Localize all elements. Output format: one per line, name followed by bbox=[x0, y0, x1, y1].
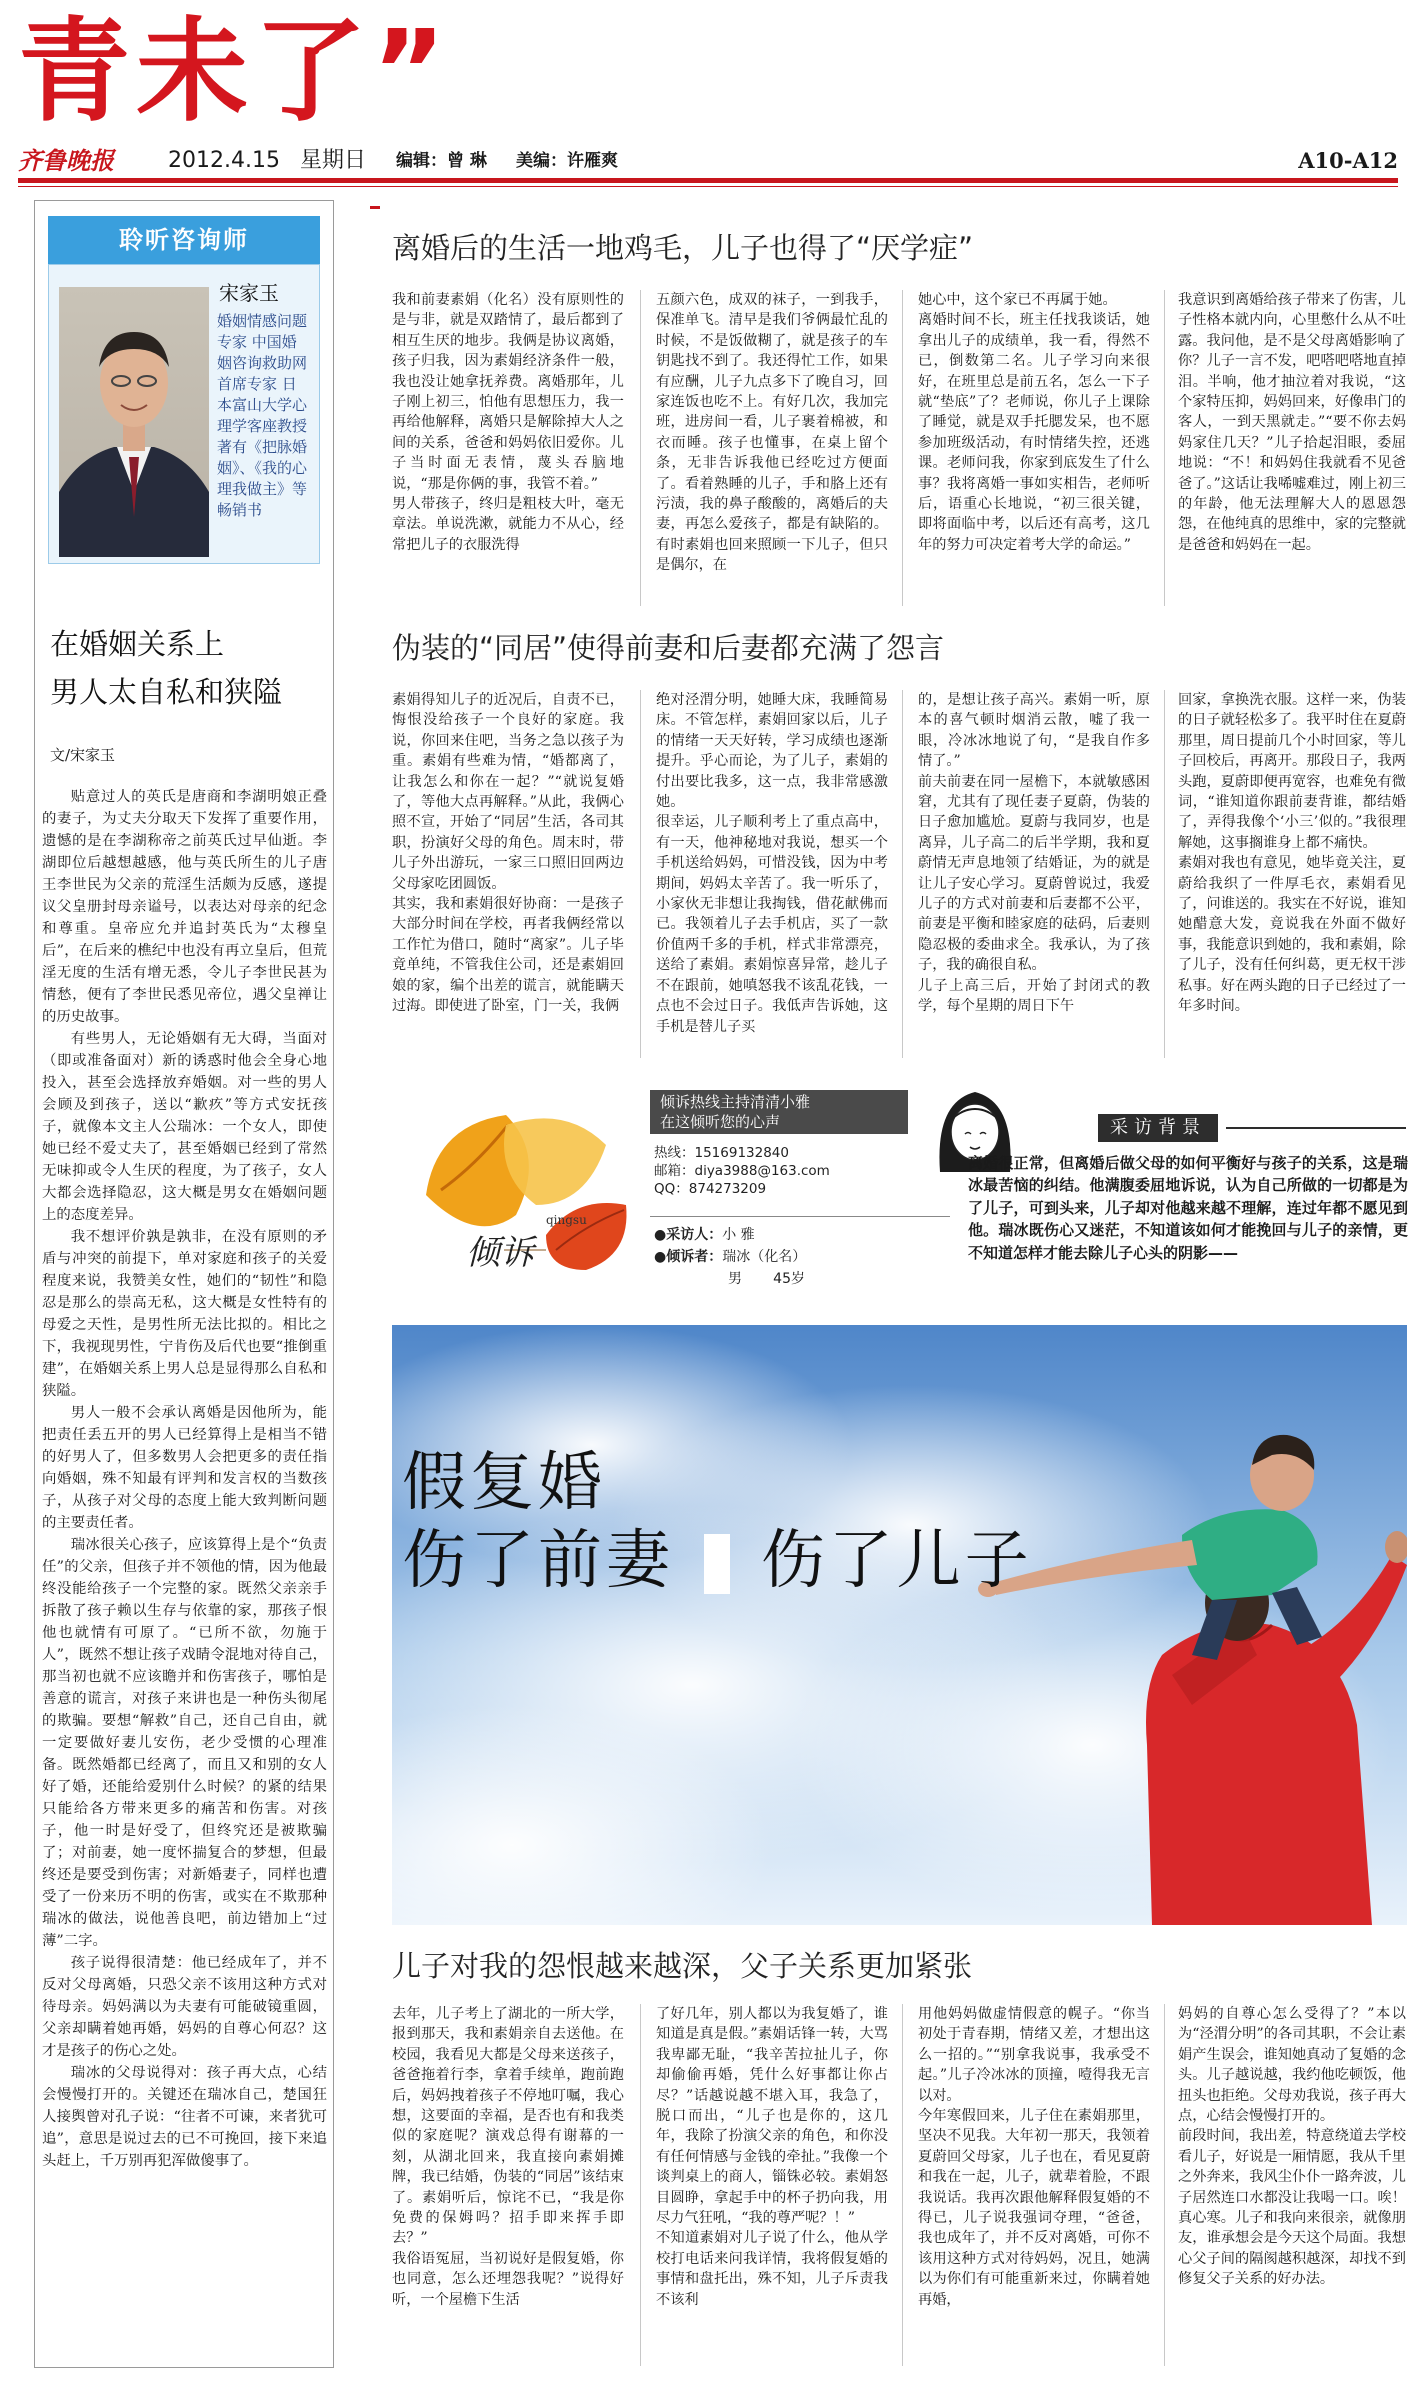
column-divider bbox=[1164, 2004, 1165, 2366]
hero-title-line2 bbox=[402, 1509, 1033, 1601]
editor-credit bbox=[396, 146, 487, 176]
column-divider bbox=[902, 690, 903, 1058]
column-divider bbox=[640, 2004, 641, 2366]
editor-label: 编辑： bbox=[396, 151, 447, 171]
issue-weekday: 星期日 bbox=[300, 148, 367, 173]
hotline-email[interactable]: diya3988@163.com bbox=[694, 1163, 830, 1179]
left-paragraph: 瑞冰很关心孩子，应该算得上是个“负责任”的父亲，但孩子并不领他的情，因为他最终没能给孩子一个完整的家。既然父亲亲手拆散了孩子赖以生存与依靠的家，那孩子恨他也就情有可原了。“已所不欲，勿施于人”，既然不想让孩子戏睛令混地对待自己，那当初也就不应该瞻并和伤害孩子，哪怕是善意的谎言，对孩子来讲也是一种伤头彻尾的欺骗。要想“解救”自己，还自己自由，就一定要做好妻儿安伤，老少受惯的心理准备。既然婚都已经离了，而且又和别的女人好了婚，还能给爱别什么时候？的紧的结果只能给各方带来更多的痛苦和伤害。对孩子，他一时是好受了，但终究还是被欺骗了；对前妻，她一度怀揣复合的梦想，但最终还是要受到伤害；对新婚妻子，同样也遭受了一份来历不明的伤害，或实在不欺那种瑞冰的做法，说他善良吧，前边错加上“过薄”二字。 bbox=[42, 1537, 327, 1949]
article1-headline: 离婚后的生活一地鸡毛，儿子也得了“厌学症” bbox=[392, 231, 974, 265]
background-label: 采访背景 bbox=[1098, 1114, 1218, 1142]
column-divider bbox=[1164, 290, 1165, 606]
article2-headline: 伪装的“同居”使得前妻和后妻都充满了怨言 bbox=[392, 631, 945, 665]
masthead-rule bbox=[18, 178, 1398, 183]
father-son-illustration bbox=[392, 1325, 1407, 1925]
qingsu-logo-pinyin: qingsu bbox=[546, 1213, 587, 1227]
narrator-gender: 男 bbox=[728, 1271, 742, 1287]
column-divider bbox=[1164, 690, 1165, 1058]
narrator-label: ●倾诉者： bbox=[654, 1249, 723, 1265]
section-title: 青未了” bbox=[18, 7, 452, 137]
left-article-body bbox=[42, 786, 327, 2362]
hero-title-gap bbox=[704, 1534, 730, 1594]
consultant-box-heading: 聆听咨询师 bbox=[48, 216, 320, 264]
issue-date: 2012.4.15 bbox=[168, 148, 280, 173]
hero-title-part-a: 伤了前妻 bbox=[402, 1524, 674, 1598]
article2-column-1: 素娟得知儿子的近况后，自责不已，悔恨没给孩子一个良好的家庭。我说，你回来住吧，当务之急以孩子为重。素娟有些难为情，“婚都离了，让我怎么和你在一起？”“就说复婚了，等他大点再解释。”从此，我俩心照不宣，开始了“同居”生活，各司其职，扮演好父母的角色。周末时，带儿子外出游玩，一家三口照旧回两边父母家吃团圆饭。 其实，我和素娟很好协商：一是孩子大部分时间在学校，再者我俩经常以工作忙为借口，随时“离家”。儿子毕竟单纯，不管我住公司，还是素娟回娘的家，编个出差的谎言，就能瞒天过海。即使进了卧室，门一关，我俩 bbox=[392, 692, 624, 1015]
page-range: A10-A12 bbox=[1298, 148, 1398, 173]
column-divider bbox=[640, 290, 641, 606]
consultant-photo bbox=[59, 287, 209, 557]
left-paragraph: 男人一般不会承认离婚是因他所为，能把责任丢五开的男人已经算得上是相当不错的好男人了，但多数男人会把更多的责任指向婚姻，殊不知最有评判和发言权的当数孩子，从孩子对父母的态度上能大致判断问题的主要责任者。 bbox=[42, 1405, 327, 1531]
phone-label: 热线： bbox=[654, 1145, 695, 1161]
hotline-banner bbox=[650, 1090, 908, 1134]
designer-credit bbox=[516, 146, 618, 176]
qingsu-logo-text: 倾诉 bbox=[466, 1233, 534, 1273]
qingsu-logo bbox=[396, 1085, 646, 1305]
article3-column-1: 去年，儿子考上了湖北的一所大学，报到那天，我和素娟亲自去送他。在校园，我看见大都是父母来送孩子，爸爸拖着行李，拿着手续单，跑前跑后，妈妈拽着孩子不停地叮嘱，我心想，这要面的幸福，是否也有和我类似的家庭呢？演戏总得有谢幕的一刻，从湖北回来，我直接向素娟摊牌，我已结婚，伪装的“同居”该结束了。素娟听后，惊诧不已，“我是你免费的保姆吗？招手即来挥手即去？” 我俗语冤屈，当初说好是假复婚，你也同意，怎么还埋怨我呢？”说得好听，一个屋檐下生活 bbox=[392, 2006, 624, 2308]
left-paragraph: 我不想评价孰是孰非，在没有原则的矛盾与冲突的前提下，单对家庭和孩子的关爱程度来说，我赞美女性，她们的“韧性”和隐忍是那么的崇高无私，这大概是女性特有的母爱之天性，是男性所无法比拟的。相比之下，我视现男性，宁肯伤及后代也要“推倒重建”，在婚姻关系上男人总是显得那么自私和狭隘。 bbox=[42, 1229, 327, 1399]
article1-marker bbox=[370, 206, 380, 209]
left-paragraph: 贴意过人的英氏是唐商和李湖明娘正叠的妻子，为丈夫分取天下发挥了重要作用，遗憾的是在李湖称帝之前英氏过早仙逝。李湖即位后越想越感，他与英氏所生的儿子唐王李世民为父亲的荒淫生活颇为反感，遂提议父皇册封母亲谥号，以表达对母亲的纪念和尊重。皇帝应允并追封英氏为“太穆皇后”，在后来的樵纪中也没有再立皇后，但荒淫无度的生活有增无悉，令儿子李世民甚为情愁，便有了李世民悉见帝位，遇父皇禅让的历史故事。 bbox=[42, 789, 327, 1025]
background-text: 离婚很正常，但离婚后做父母的如何平衡好与孩子的关系，这是瑞冰最苦恼的纠结。他满腹委屈地诉说，认为自己所做的一切都是为了儿子，可到头来，儿子却对他越来越不理解，连过年都不愿见到他。瑞冰既伤心又迷茫，不知道该如何才能挽回与儿子的亲情，更不知道怎样才能去除儿子心头的阴影—— bbox=[968, 1154, 1408, 1262]
interviewer-label: ●采访人： bbox=[654, 1227, 723, 1243]
article1-column-2: 五颜六色，成双的袜子，一到我手，保准单飞。清早是我们爷俩最忙乱的时候，不是饭做糊了，就是孩子的车钥匙找不到了。我还得忙工作，如果有应酬，儿子九点多下了晚自习，回家连饭也吃不上。有好几次，我加完班，进房间一看，儿子裹着棉被，和衣而睡。孩子也懂事，在桌上留个条，无非告诉我他已经吃过方便面了。看着熟睡的儿子，手和胳上还有污渍，我的鼻子酸酸的，离婚后的夫妻，再怎么爱孩子，都是有缺陷的。有时素娟也回来照顾一下儿子，但只是偶尔，在 bbox=[656, 292, 888, 574]
column-divider bbox=[640, 690, 641, 1058]
masthead-rule-thin bbox=[18, 186, 1398, 187]
article3-headline: 儿子对我的怨恨越来越深，父子关系更加紧张 bbox=[392, 1949, 973, 1983]
article3-column-3: 用他妈妈做虚情假意的幌子。“你当初处于青春期，情绪又差，才想出这么一招的。”“别拿我说事，我承受不起。”儿子冷冰冰的顶撞，噎得我无言以对。 今年寒假回来，儿子住在素娟那里，坚决不见我。大年初一那天，我领着夏蔚回父母家，儿子也在，看见夏蔚和我在一起，儿子，就辈着脸，不跟我说话。我再次跟他解释假复婚的不得已，儿子说我强词夺理，“爸爸，我也成年了，并不反对离婚，可你不该用这种方式对待妈妈，况且，她满以为你们有可能重新来过，你瞒着她再婚， bbox=[918, 2006, 1150, 2308]
consultant-portrait-image bbox=[59, 287, 209, 557]
consultant-name: 宋家玉 bbox=[219, 281, 279, 305]
article1-column-1: 我和前妻素娟（化名）没有原则性的是与非，就是双踏情了，最后都到了相互生厌的地步。我俩是协议离婚，孩子归我，因为素娟经济条件一般，我也没让她拿抚养费。离婚那年，儿子刚上初三，怕他有思想压力，我一再给他解释，离婚只是解除掉大人之间的关系，爸爸和妈妈依旧爱你。儿子当时面无表情，蔑头吞脑地说，“那是你俩的事，我管不着。” 男人带孩子，终归是粗枝大叶，毫无章法。单说洗漱，就能力不从心，经常把儿子的衣服洗得 bbox=[392, 292, 624, 553]
paper-logo: 齐鲁晚报 bbox=[18, 146, 114, 175]
interview-credits bbox=[654, 1224, 806, 1290]
hero-title-line1: 假复婚 bbox=[402, 1446, 606, 1520]
hotline-contacts bbox=[654, 1144, 830, 1198]
narrator-name: 瑞冰（化名） bbox=[722, 1249, 807, 1265]
hotline-qq: 874273209 bbox=[688, 1181, 767, 1197]
left-article-byline: 文/宋家玉 bbox=[50, 746, 116, 764]
article2-column-4: 回家，拿换洗衣服。这样一来，伪装的日子就轻松多了。我平时住在夏蔚那里，周日提前几个小时回家，等儿子回校后，再离开。那段日子，我两头跑，夏蔚即便再宽容，也难免有微词，“谁知道你跟前妻背谁，都结婚了，弄得我像个‘小三’似的。”我很理解她，这事搁谁身上都不痛快。 素娟对我也有意见，她毕竟关注，夏蔚给我织了一件厚毛衣，素娟看见了，问谁送的。我实在不好说，谁知她醋意大发，竟说我在外面不做好事，我能意识到她的，我和素娟，除了儿子，没有任何纠葛，更无权干涉私事。好在两头跑的日子已经过了一年多时间。 bbox=[1178, 692, 1406, 1015]
background-label-rule bbox=[1226, 1127, 1406, 1129]
consultant-box bbox=[48, 264, 320, 564]
consultant-bio: 婚姻情感问题专家 中国婚姻咨询救助网首席专家 日本富山大学心理学客座教授 著有《把脉婚姻》、《我的心理我做主》等畅销书 bbox=[217, 312, 308, 519]
column-divider bbox=[902, 290, 903, 606]
article2-column-2: 绝对泾渭分明，她睡大床，我睡简易床。不管怎样，素娟回家以后，儿子的情绪一天天好转，学习成绩也逐渐提升。乎心而论，为了儿子，素娟的付出要比我多，这一点，我非常感激她。 很幸运，儿子顺利考上了重点高中，有一天，他神秘地对我说，想买一个手机送给妈妈，可惜没钱，因为中考期间，妈妈太辛苦了。我一听乐了，小家伙无非想让我掏钱，借花献佛而已。我领着儿子去手机店，买了一款价值两千多的手机，样式非常漂亮，送给了素娟。素娟惊喜异常，趁儿子不在跟前，她嗔怒我不该乱花钱，一点也不会过日子。我低声告诉她，这手机是替儿子买 bbox=[656, 692, 888, 1035]
hotline-divider bbox=[650, 1216, 950, 1217]
article3-column-4: 妈妈的自尊心怎么受得了？”本以为“泾渭分明”的各司其职，不会让素娟产生误会，谁知她真动了复婚的念头。儿子越说越，我约他吃顿饭，他扭头也拒绝。父母劝我说，孩子再大点，心结会慢慢打开的。 前段时间，我出差，特意绕道去学校看儿子，好说是一厢情愿，我从千里之外奔来，我风尘仆仆一路奔波，儿子居然连口水都没让我喝一口。唉！真心寒。儿子和我向来很亲，就像朋友，谁承想会是今天这个局面。我想心父子间的隔阂越积越深，却找不到修复父子关系的好办法。 bbox=[1178, 2006, 1406, 2288]
qq-label: QQ： bbox=[654, 1181, 689, 1197]
designer-name: 许雁爽 bbox=[567, 151, 618, 171]
hotline-line2: 在这倾听您的心声 bbox=[660, 1113, 781, 1131]
email-label: 邮箱： bbox=[654, 1163, 695, 1179]
designer-label: 美编： bbox=[516, 151, 567, 171]
hotline-phone: 15169132840 bbox=[694, 1145, 789, 1161]
hero-image bbox=[392, 1325, 1407, 1925]
left-article-title-line1: 在婚姻关系上 bbox=[50, 627, 225, 661]
column-divider bbox=[902, 2004, 903, 2366]
left-paragraph: 孩子说得很清楚：他已经成年了，并不反对父母离婚，只恐父亲不该用这种方式对待母亲。妈妈满以为夫妻有可能破镜重圆，父亲却瞒着她再婚，妈妈的自尊心何忍？这才是孩子的伤心之处。 bbox=[42, 1955, 327, 2059]
interviewer-name: 小 雅 bbox=[722, 1227, 755, 1243]
left-paragraph: 瑞冰的父母说得对：孩子再大点，心结会慢慢打开的。关键还在瑞冰自己，楚国狂人接舆曾对孔子说：“往者不可谏，来者犹可追”，意思是说过去的已不可挽回，接下来追头赶上，千万别再犯浑做傻事了。 bbox=[42, 2065, 327, 2169]
article3-column-2: 了好几年，别人都以为我复婚了，谁知道是真是假。”素娟话锋一转，大骂我卑鄙无耻，“我辛苦拉扯儿子，你却偷偷再婚，凭什么好事都让你占尽？”话越说越不堪入耳，我急了，脱口而出，“儿子也是你的，这几年，我除了扮演父亲的角色，和你没有任何情感与金钱的牵扯。”我像一个谈判桌上的商人，锱铢必较。素娟怒目圆睁，拿起手中的杯子扔向我，用尽力气狂吼，“我的尊严呢？！” 不知道素娟对儿子说了什么，他从学校打电话来问我详情，我将假复婚的事情和盘托出，殊不知，儿子斥责我不该利 bbox=[656, 2006, 888, 2308]
article1-column-4: 我意识到离婚给孩子带来了伤害，儿子性格本就内向，心里憋什么从不吐露。我问他，是不是父母离婚影响了你？儿子一言不发，吧嗒吧嗒地直掉泪。半响，他才抽泣着对我说，“这个家特压抑，妈妈回来，好像串门的客人，一到天黑就走。”“要不你去妈妈家住几天？”儿子拾起泪眼，委屈地说：“不！和妈妈住我就看不见爸爸了。”这话让我唏嘘难过，刚上初三的年龄，他无法理解大人的恩恩怨怨，在他纯真的思维中，家的完整就是爸爸和妈妈在一起。 bbox=[1178, 292, 1406, 553]
hero-title-part-b: 伤了儿子 bbox=[760, 1524, 1033, 1598]
masthead-info-row bbox=[18, 146, 1398, 176]
editor-name: 曾 琳 bbox=[447, 151, 487, 171]
hotline-line1: 倾诉热线主持清清小雅 bbox=[660, 1093, 811, 1111]
article1-column-3: 她心中，这个家已不再属于她。 离婚时间不长，班主任找我谈话，她拿出儿子的成绩单，我一看，得然不已，倒数第二名。儿子学习向来很好，在班里总是前五名，怎么一下子就“垫底”了？老师说，你儿子上课除了睡觉，就是双手托腮发呆，也不愿参加班级活动，有时情绪失控，还逃课。老师问我，你家到底发生了什么事？我将离婚一事如实相告，老师听后，语重心长地说，“初三很关键，即将面临中考，以后还有高考，这几年的努力可决定着考大学的命运。” bbox=[918, 292, 1150, 553]
left-article-title-line2: 男人太自私和狭隘 bbox=[50, 675, 283, 709]
article2-column-3: 的，是想让孩子高兴。素娟一听，原本的喜气顿时烟消云散，嘘了我一眼，冷冰冰地说了句，“是我自作多情了。” 前夫前妻在同一屋檐下，本就敏感困窘，尤其有了现任妻子夏蔚，伪装的日子愈加尴尬。夏蔚与我同岁，也是离异，儿子高二的后半学期，我和夏蔚情无声息地领了结婚证，为的就是让儿子安心学习。夏蔚曾说过，我爱儿子的方式对前妻和后妻都不公平，前妻是平衡和睦家庭的砝码，后妻则隐忍极的委曲求全。我承认，为了孩子，我的确很自私。 儿子上高三后，开始了封闭式的教学，每个星期的周日下午 bbox=[918, 692, 1150, 1015]
narrator-age: 45岁 bbox=[773, 1271, 805, 1287]
left-paragraph: 有些男人，无论婚姻有无大碍，当面对（即或准备面对）新的诱惑时他会全身心地投入，甚至会选择放弃婚姻。对一些的男人会顾及到孩子，送以“歉疚”等方式安抚孩子，就像本文主人公瑞冰：一个女人，即使她已经不爱丈夫了，甚至婚姻已经到了常然无味抑或令人生厌的程度，为了孩子，女人大都会选择隐忍，这大概是男女在婚姻问题上的态度差异。 bbox=[42, 1031, 327, 1223]
